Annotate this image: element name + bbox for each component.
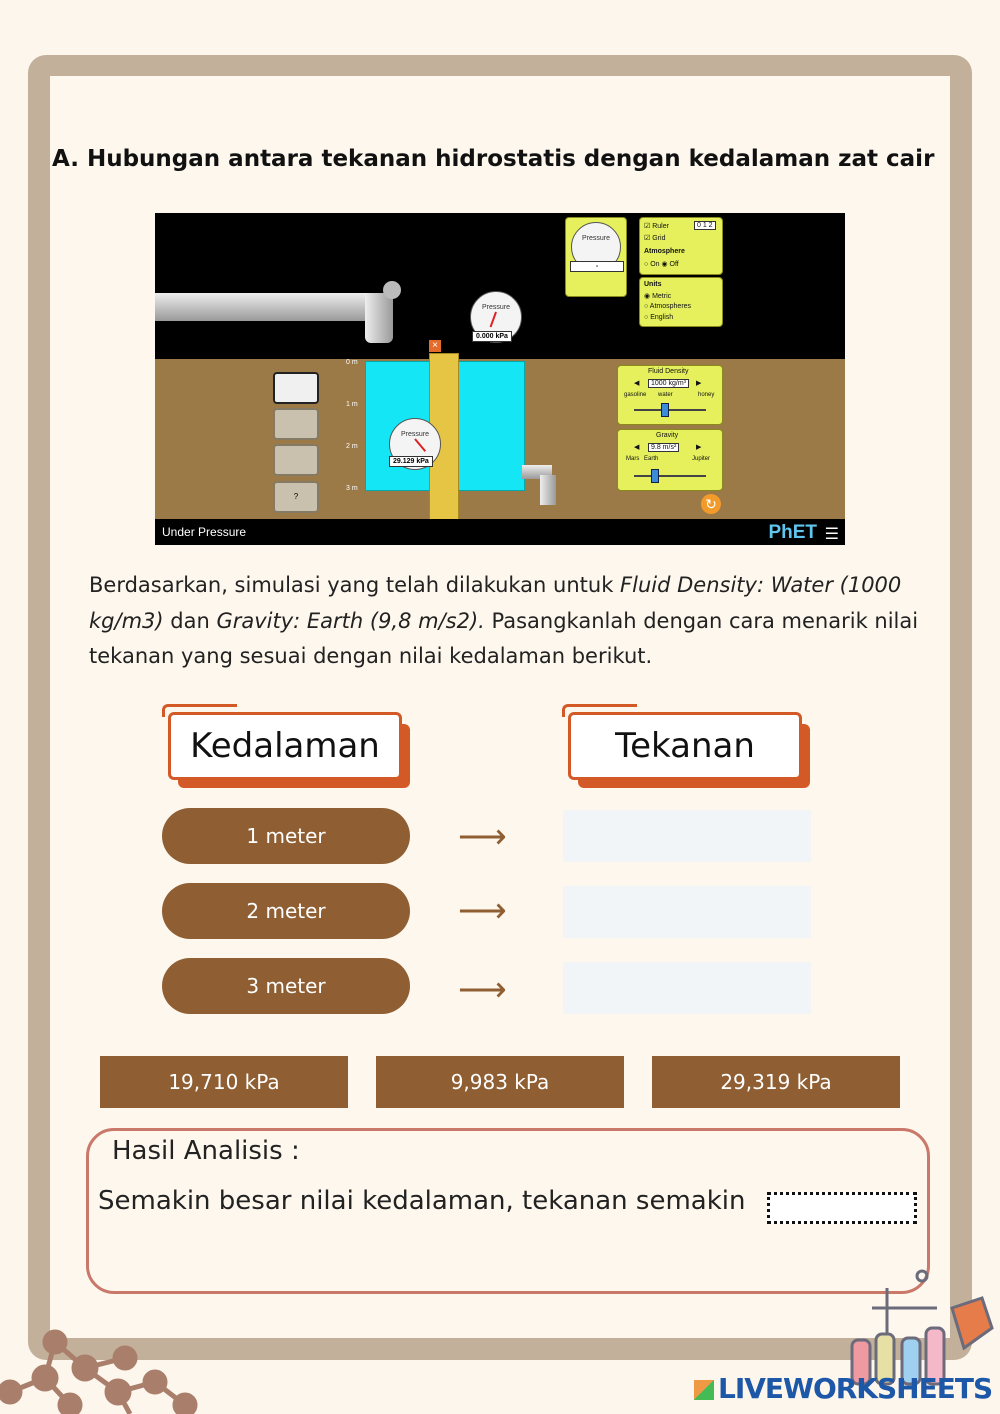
- top-gauge-reading: 0.000 kPa: [472, 331, 512, 342]
- density-slider-track: [634, 409, 706, 411]
- instruction-italic: Gravity: Earth (9,8 m/s2).: [216, 608, 485, 633]
- instruction-paragraph: [89, 568, 919, 675]
- draggable-option-29319[interactable]: 29,319 kPa: [652, 1056, 900, 1108]
- gauge-label: Pressure: [581, 235, 610, 242]
- atmosphere-title: Atmosphere: [644, 248, 685, 255]
- gauge-label: Pressure: [400, 431, 429, 438]
- units-metric: Metric: [652, 293, 672, 300]
- answer-input-blank[interactable]: [767, 1192, 917, 1224]
- analysis-title: Hasil Analisis :: [112, 1136, 300, 1166]
- faucet-valve-icon: [383, 281, 401, 299]
- draggable-option-19710[interactable]: 19,710 kPa: [100, 1056, 348, 1108]
- instruction-text: Pasangkanlah dengan cara menarik nilai tekanan yang sesuai dengan nilai kedalaman berikut.: [89, 608, 919, 668]
- grid-option: Grid: [652, 235, 666, 242]
- pressure-drop-zone-1[interactable]: [563, 810, 811, 862]
- sim-bottom-bar: [155, 519, 845, 545]
- draggable-option-9983[interactable]: 9,983 kPa: [376, 1056, 624, 1108]
- gravity-mid-label: Earth: [644, 456, 659, 462]
- depth-item-3m: 3 meter: [162, 958, 410, 1014]
- density-min-label: gasoline: [624, 392, 647, 398]
- scene-button: [273, 372, 319, 404]
- liveworksheets-logo-icon: [694, 1380, 714, 1400]
- depth-header-card: [168, 712, 400, 776]
- drain-spout: [540, 475, 556, 505]
- gravity-slider-track: [634, 475, 706, 477]
- gauge-label: Pressure: [481, 304, 510, 311]
- close-icon: ×: [429, 340, 441, 352]
- gravity-slider-knob: [651, 469, 659, 483]
- corner-gauge-panel: [565, 217, 627, 297]
- sim-app-name: Under Pressure: [162, 525, 247, 539]
- units-atmospheres: Atmospheres: [649, 303, 692, 310]
- scene-button: ?: [273, 481, 319, 513]
- arrow-right-icon: ⟶: [458, 971, 507, 1009]
- ruler-option: Ruler: [652, 223, 669, 230]
- atmosphere-off: Off: [669, 261, 679, 268]
- corner-gauge-reading: -: [570, 261, 624, 272]
- gravity-value: 9.8 m/s²: [648, 443, 679, 452]
- pressure-drop-zone-3[interactable]: [563, 962, 811, 1014]
- depth-header: Kedalaman: [168, 712, 402, 780]
- gravity-title: Gravity: [656, 432, 679, 439]
- faucet-pipe: [155, 293, 375, 321]
- depth-mark: 2 m: [346, 443, 358, 450]
- fluid-density-value: 1000 kg/m³: [648, 379, 689, 388]
- depth-item-2m: 2 meter: [162, 883, 410, 939]
- faucet-spout: [365, 293, 393, 343]
- depth-item-1m: 1 meter: [162, 808, 410, 864]
- liveworksheets-brand: LIVEWORKSHEETS: [718, 1372, 993, 1405]
- arrow-right-icon: ⟶: [458, 892, 507, 930]
- ruler-scale: 0 1 2: [694, 221, 716, 230]
- density-max-label: honey: [698, 392, 715, 398]
- density-mid-label: water: [658, 392, 673, 398]
- hamburger-menu-icon: ☰: [824, 526, 839, 543]
- instruction-text: Berdasarkan, simulasi yang telah dilakukan untuk: [89, 573, 621, 597]
- depth-mark: 0 m: [346, 359, 358, 366]
- analysis-sentence: Semakin besar nilai kedalaman, tekanan semakin: [98, 1186, 746, 1216]
- depth-mark: 3 m: [346, 485, 358, 492]
- density-slider-knob: [661, 403, 669, 417]
- molecule-decoration-icon: [0, 1320, 220, 1414]
- units-title: Units: [644, 281, 662, 288]
- gravity-min-label: Mars: [626, 456, 640, 462]
- pressure-drop-zone-2[interactable]: [563, 886, 811, 938]
- gravity-panel: Gravity ◀ 9.8 m/s² ▶ Mars Earth Jupiter: [617, 429, 723, 491]
- gauge-needle: [414, 438, 426, 452]
- gauge-needle: [490, 312, 497, 328]
- phet-simulation-screenshot: [155, 213, 845, 545]
- section-heading: A. Hubungan antara tekanan hidrostatis dengan kedalaman zat cair: [52, 146, 935, 172]
- units-panel: Units ◉ Metric ○ Atmospheres ○ English: [639, 277, 723, 327]
- options-panel: ☑ Ruler 0 1 2 ☑ Grid Atmosphere ○ On ◉ Off: [639, 217, 723, 275]
- pressure-header-card: [568, 712, 800, 776]
- scene-button: [273, 408, 319, 440]
- arrow-right-icon: ⟶: [458, 818, 507, 856]
- instruction-text: dan: [163, 608, 217, 633]
- units-english: English: [650, 314, 674, 321]
- fluid-density-title: Fluid Density: [648, 368, 689, 375]
- phet-logo: PhET: [768, 522, 817, 543]
- fluid-density-panel: Fluid Density ◀ 1000 kg/m³ ▶ gasoline water honey: [617, 365, 723, 425]
- pressure-header: Tekanan: [568, 712, 802, 780]
- scene-button: [273, 444, 319, 476]
- depth-mark: 1 m: [346, 401, 358, 408]
- water-gauge-reading: 29.129 kPa: [389, 456, 433, 467]
- atmosphere-on: On: [650, 261, 660, 268]
- gravity-max-label: Jupiter: [692, 456, 711, 462]
- instruction-italic: Fluid Density: Water (1000 kg/m3): [89, 573, 902, 633]
- reset-icon: ↻: [701, 494, 721, 514]
- lab-equipment-icon: [842, 1268, 998, 1388]
